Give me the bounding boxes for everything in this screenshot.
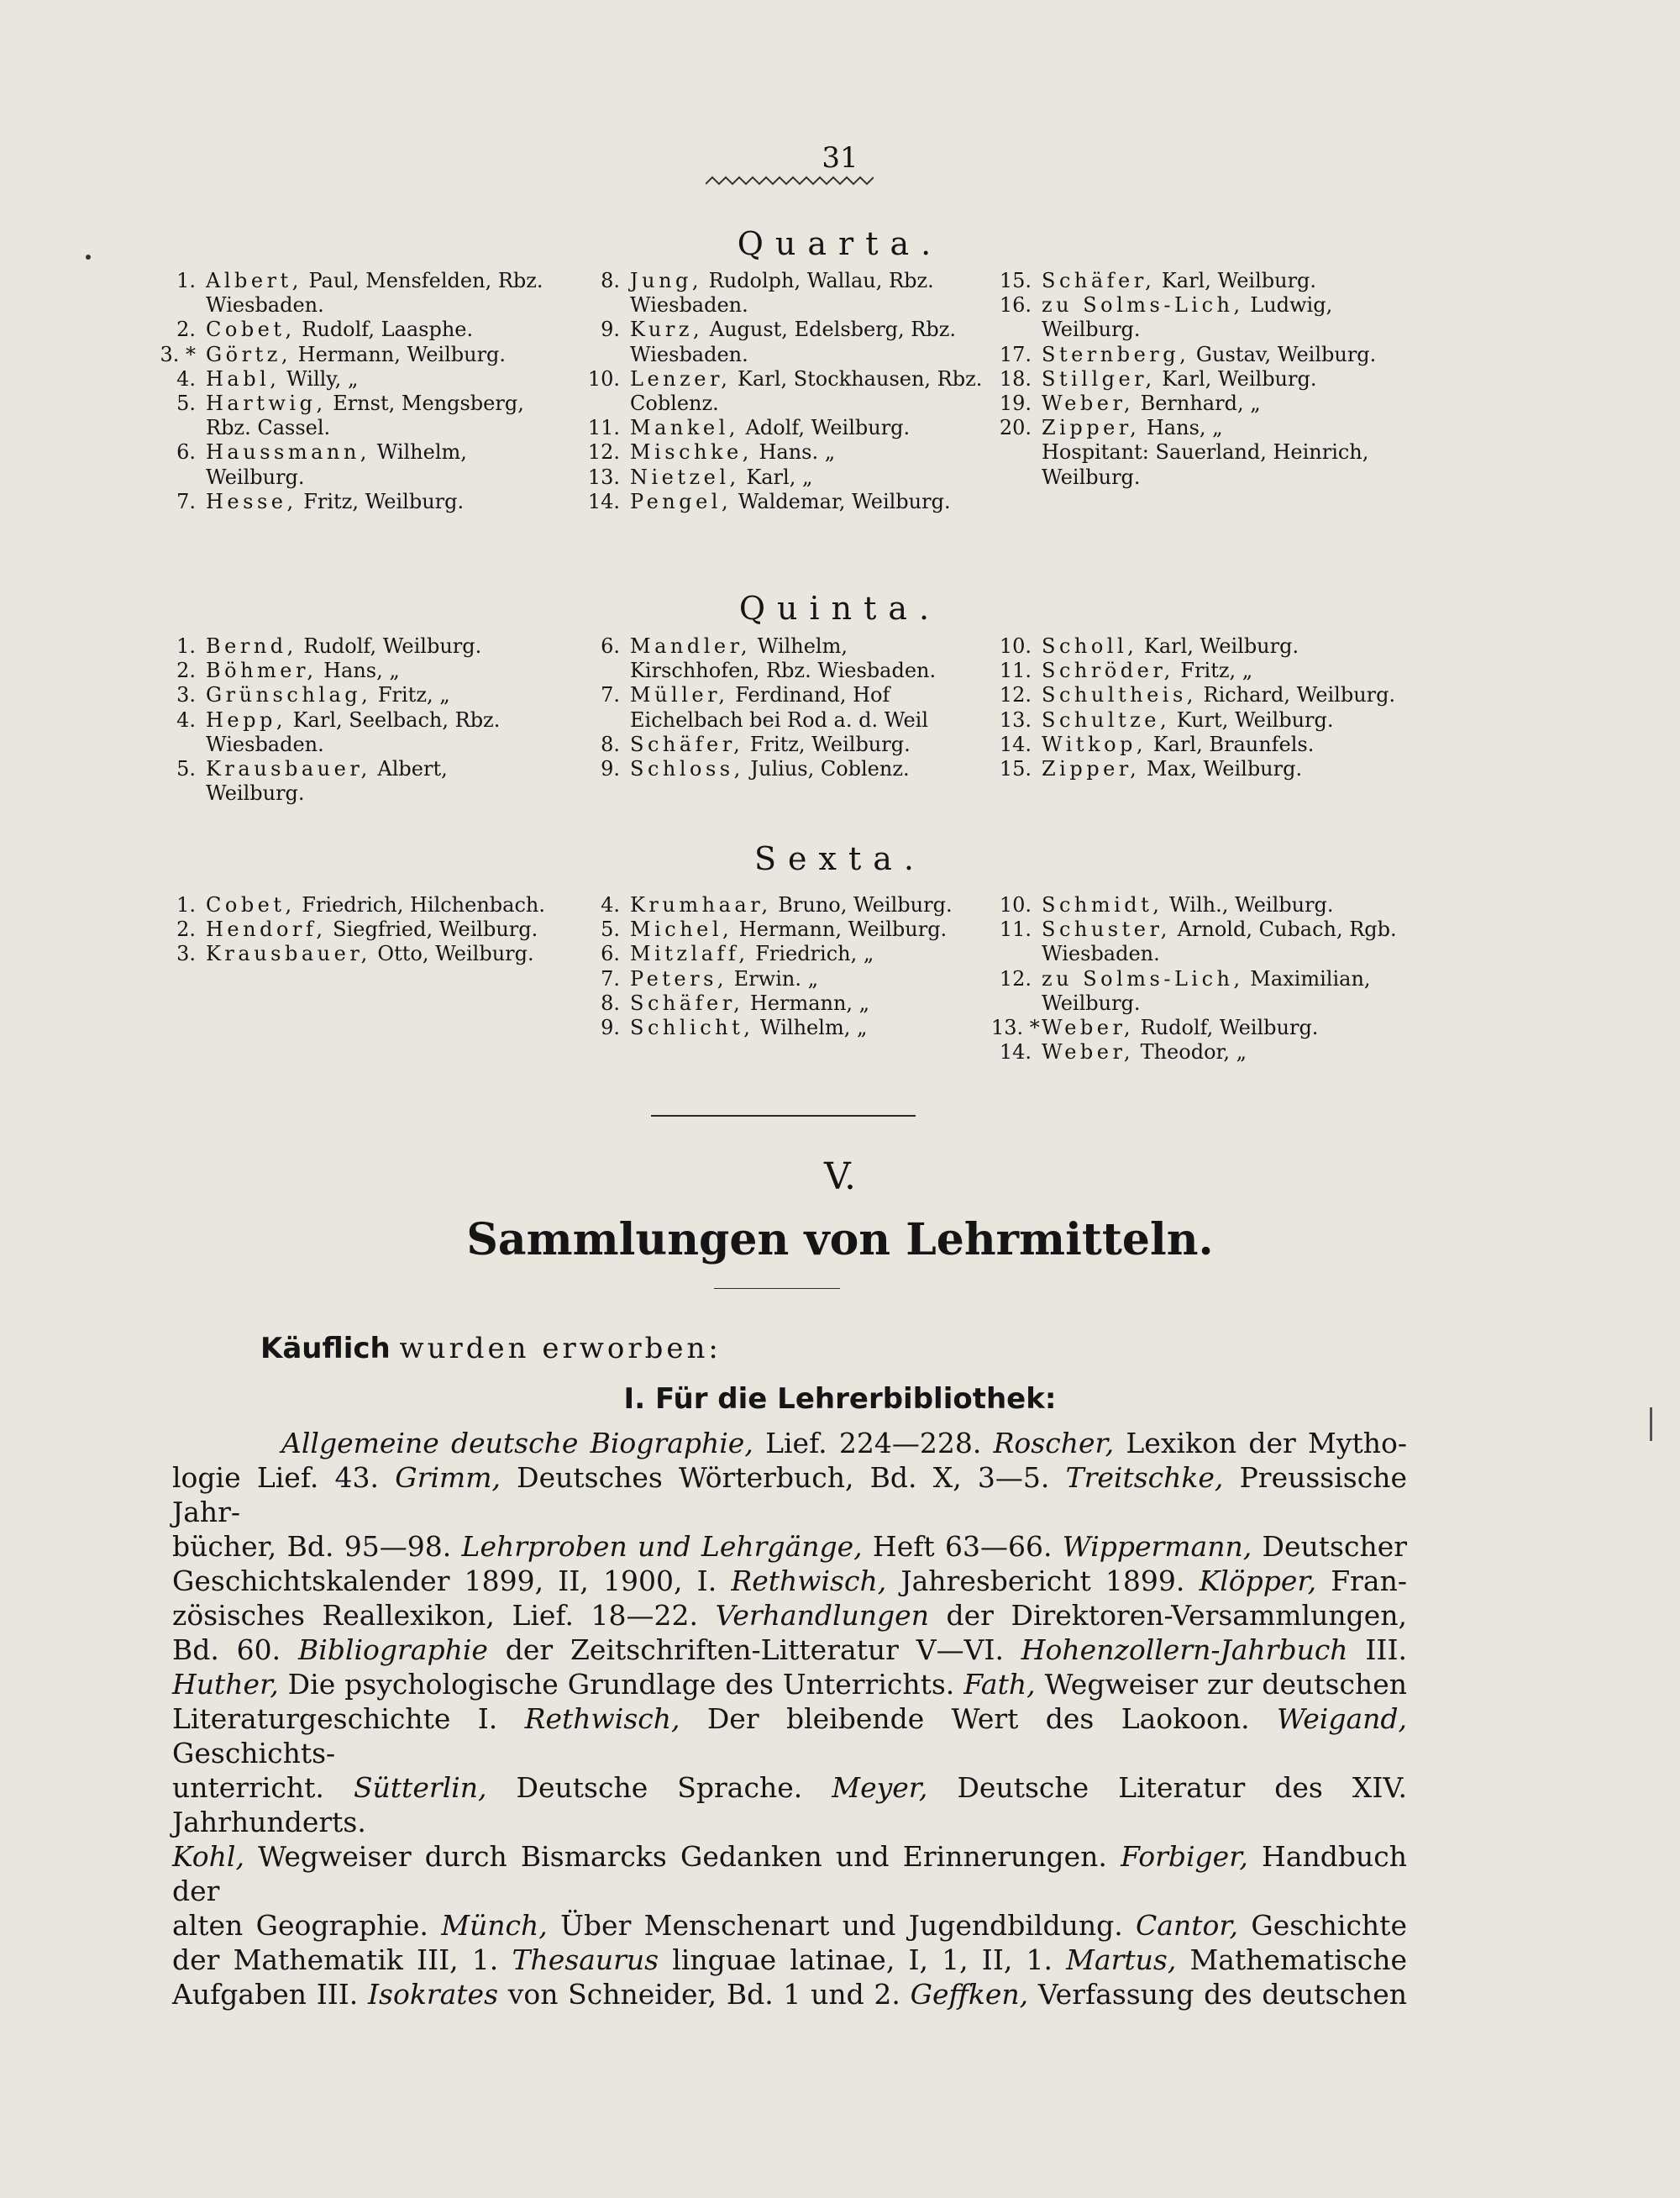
student-entry xyxy=(991,634,1411,659)
quarta-heading: Quarta. xyxy=(737,225,943,262)
student-entry xyxy=(991,708,1411,733)
entry-number: 15. xyxy=(999,757,1032,781)
student-surname: Schmidt, xyxy=(1042,893,1163,917)
student-surname: Hepp, xyxy=(206,707,286,732)
italic-title: Kohl, xyxy=(172,1840,244,1873)
student-details: Karl, Stockhausen, Rbz. Coblenz. xyxy=(630,366,983,416)
paragraph-line xyxy=(172,1564,1407,1598)
paragraph-line xyxy=(172,1977,1407,2011)
plain-text: unterricht. xyxy=(172,1771,354,1804)
plain-text: Mathematische xyxy=(1176,1943,1408,1976)
plain-text: bücher, Bd. 95—98. xyxy=(172,1530,462,1563)
student-details: Erwin. „ xyxy=(727,966,819,991)
italic-title: Isokrates xyxy=(368,1978,499,2011)
italic-title: Meyer, xyxy=(832,1771,928,1804)
student-details: August, Edelsberg, Rbz. Wiesbaden. xyxy=(630,318,957,366)
sexta-heading: Sexta. xyxy=(754,840,926,877)
student-details: Ferdinand, Hof Eichelbach bei Rod a. d. Weil xyxy=(630,683,929,732)
student-details: Hans. „ xyxy=(752,440,836,465)
plain-text: der Mathematik III, 1. xyxy=(172,1943,512,1976)
entry-number: 13. xyxy=(587,465,620,489)
entry-number: 14. xyxy=(999,1040,1032,1065)
student-entry xyxy=(991,440,1411,489)
entry-number: 15. xyxy=(999,269,1032,292)
student-entry xyxy=(991,967,1411,1016)
student-details: Otto, Weilburg. xyxy=(370,942,534,966)
student-details: Maximilian, Weilburg. xyxy=(1042,966,1371,1015)
italic-title: Grimm, xyxy=(395,1461,501,1494)
entry-number: 13. xyxy=(999,707,1032,732)
student-details: Paul, Mensfelden, Rbz. Wiesbaden. xyxy=(206,269,543,318)
student-details: Karl, Braunfels. xyxy=(1147,732,1315,756)
plain-text: Bd. 60. xyxy=(172,1633,298,1666)
student-entry xyxy=(580,318,983,366)
entry-number: 3. xyxy=(176,942,196,966)
paragraph-line xyxy=(172,1633,1407,1667)
student-entry xyxy=(991,733,1411,757)
student-surname: Albert, xyxy=(206,269,302,292)
student-surname: Lenzer, xyxy=(630,366,732,391)
entry-number: 3. xyxy=(176,683,196,707)
entry-number: 10. xyxy=(587,366,620,391)
student-entry xyxy=(991,343,1411,367)
entry-number: 18. xyxy=(999,366,1032,391)
student-details: Wilhelm, „ xyxy=(753,1016,868,1040)
entry-number: 19. xyxy=(999,392,1032,416)
plain-text: von Schneider, Bd. 1 und 2. xyxy=(498,1978,911,2011)
student-surname: Grünschlag, xyxy=(206,683,372,707)
entry-number: 17. xyxy=(999,342,1032,366)
student-entry xyxy=(991,893,1411,918)
student-details: Rudolph, Wallau, Rbz. Wiesbaden. xyxy=(630,269,934,318)
student-surname: Haussmann, xyxy=(206,440,370,465)
student-entry xyxy=(580,893,983,918)
student-details: Rudolf, Laasphe. xyxy=(295,318,474,342)
student-surname: Sternberg, xyxy=(1042,342,1190,366)
plain-text: Deutsches Wörterbuch, Bd. X, 3—5. xyxy=(500,1461,1066,1494)
student-details: Arnold, Cubach, Rgb. Wiesbaden. xyxy=(1042,918,1397,966)
entry-number: 5. xyxy=(176,757,196,781)
student-surname: Schuster, xyxy=(1042,918,1171,942)
student-entry xyxy=(580,683,983,732)
student-entry xyxy=(991,1040,1411,1065)
plain-text: Wegweiser durch Bismarcks Gedanken und Erinnerungen. xyxy=(244,1840,1121,1873)
student-details: Kurt, Weilburg. xyxy=(1170,707,1334,732)
plain-text: Jahresbericht 1899. xyxy=(886,1564,1200,1597)
entry-number: 9. xyxy=(601,1016,620,1040)
student-entry xyxy=(580,367,983,416)
plain-text: logie Lief. 43. xyxy=(172,1461,396,1494)
student-surname: zu Solms-Lich, xyxy=(1042,293,1244,318)
italic-title: Fath, xyxy=(963,1668,1036,1701)
entry-number: 6. xyxy=(601,942,620,966)
student-entry xyxy=(155,490,550,514)
student-surname: Jung, xyxy=(630,269,703,292)
plain-text: Lief. 224—228. xyxy=(753,1427,994,1459)
entry-number: 5. xyxy=(601,918,620,942)
student-surname: Görtz, xyxy=(206,342,292,366)
student-details: Wilh., Weilburg. xyxy=(1163,893,1334,917)
student-details: Karl, „ xyxy=(739,465,813,489)
entry-number: 14. xyxy=(999,732,1032,756)
italic-title: Hohenzollern-Jahrbuch xyxy=(1021,1633,1348,1666)
plain-text: Preussische Jahr- xyxy=(172,1461,1407,1528)
student-details: Albert, Weilburg. xyxy=(206,757,448,806)
student-entry xyxy=(155,659,550,683)
student-details: Hermann, Weilburg. xyxy=(291,342,507,366)
italic-title: Wippermann, xyxy=(1062,1530,1252,1563)
student-details: Hermann, Weilburg. xyxy=(732,918,948,942)
plain-text: Fran- xyxy=(1316,1564,1407,1597)
student-details: Hospitant: Sauerland, Heinrich, Weilburg. xyxy=(1042,440,1369,489)
student-entry xyxy=(991,1016,1411,1040)
plain-text: der Direktoren-Versammlungen, xyxy=(928,1599,1407,1632)
student-details: Wilhelm, Weilburg. xyxy=(206,440,467,489)
plain-text: Lexikon der Mytho- xyxy=(1114,1427,1408,1459)
italic-title: Münch, xyxy=(441,1909,548,1942)
student-details: Julius, Coblenz. xyxy=(743,757,910,781)
student-surname: Peters, xyxy=(630,966,728,991)
quarta-column-3 xyxy=(991,269,1411,490)
section-divider xyxy=(651,1115,916,1117)
student-surname: Mankel, xyxy=(630,416,739,440)
student-surname: Krumhaar, xyxy=(630,893,772,917)
student-entry xyxy=(155,392,550,440)
student-details: Karl, Seelbach, Rbz. Wiesbaden. xyxy=(206,707,501,756)
entry-number: 8. xyxy=(601,269,620,292)
student-details: Gustav, Weilburg. xyxy=(1189,342,1377,366)
student-surname: Krausbauer, xyxy=(206,942,371,966)
student-entry xyxy=(155,318,550,342)
entry-number: 6. xyxy=(601,634,620,658)
entry-number: 12. xyxy=(999,966,1032,991)
student-entry xyxy=(155,757,550,806)
student-entry xyxy=(155,367,550,392)
student-entry xyxy=(155,918,550,942)
entry-number: 4. xyxy=(601,893,620,917)
entry-number: 10. xyxy=(999,893,1032,917)
student-surname: Schäfer, xyxy=(630,732,744,756)
italic-title: Sütterlin, xyxy=(353,1771,487,1804)
student-entry xyxy=(155,440,550,489)
student-surname: Zipper, xyxy=(1042,416,1141,440)
italic-title: Weigand, xyxy=(1277,1702,1407,1735)
student-surname: Habl, xyxy=(206,366,281,391)
student-entry xyxy=(580,942,983,966)
plain-text: Wegweiser zur deutschen xyxy=(1035,1668,1407,1701)
entry-number: 1. xyxy=(176,269,196,292)
student-surname: Mitzlaff, xyxy=(630,942,749,966)
entry-number: 16. xyxy=(999,293,1032,318)
student-surname: Krausbauer, xyxy=(206,757,371,781)
entry-number: 1. xyxy=(176,893,196,917)
italic-title: Rethwisch, xyxy=(731,1564,887,1597)
entry-number: 7. xyxy=(601,966,620,991)
student-details: Ernst, Mengsberg, Rbz. Cassel. xyxy=(206,392,524,440)
plain-text: Verfassung des deutschen xyxy=(1028,1978,1407,2011)
student-surname: Mandler, xyxy=(630,634,752,658)
paragraph-line xyxy=(172,1529,1407,1564)
student-entry xyxy=(580,757,983,781)
entry-number: 20. xyxy=(999,416,1032,440)
student-entry xyxy=(991,683,1411,707)
entry-number: 2. xyxy=(176,659,196,683)
subsection-heading: I. Für die Lehrerbibliothek: xyxy=(623,1382,1057,1416)
student-details: Rudolf, Weilburg. xyxy=(1133,1016,1319,1040)
student-surname: Michel, xyxy=(630,918,733,942)
entry-number: 4. xyxy=(176,707,196,732)
student-details: Hermann, „ xyxy=(743,991,870,1015)
entry-number: 7. xyxy=(601,683,620,707)
student-surname: Cobet, xyxy=(206,893,296,917)
student-entry xyxy=(991,269,1411,293)
student-entry xyxy=(580,440,983,465)
student-details: Karl, Weilburg. xyxy=(1137,634,1299,658)
paragraph-line xyxy=(172,1770,1407,1839)
student-entry xyxy=(155,942,550,966)
paragraph-line xyxy=(172,1701,1407,1770)
entry-number: 8. xyxy=(601,732,620,756)
entry-number: 14. xyxy=(587,489,620,513)
student-entry xyxy=(580,967,983,991)
paragraph-line xyxy=(172,1426,1407,1460)
italic-title: Klöpper, xyxy=(1199,1564,1317,1597)
student-entry xyxy=(580,465,983,490)
quinta-column-3 xyxy=(991,634,1411,781)
student-entry xyxy=(991,659,1411,683)
plain-text: Literaturgeschichte I. xyxy=(172,1702,525,1735)
student-surname: Müller, xyxy=(630,683,729,707)
student-surname: Hendorf, xyxy=(206,918,327,942)
plain-text: Deutsche Sprache. xyxy=(486,1771,832,1804)
student-surname: Hesse, xyxy=(206,489,297,513)
student-details: Fritz, „ xyxy=(371,683,450,707)
student-entry xyxy=(991,918,1411,966)
student-surname: Scholl, xyxy=(1042,634,1138,658)
paragraph-line xyxy=(172,1839,1407,1908)
italic-title: Huther, xyxy=(172,1668,279,1701)
student-details: Wilhelm, Kirschhofen, Rbz. Wiesbaden. xyxy=(630,634,937,683)
student-entry xyxy=(991,416,1411,440)
intro-line xyxy=(260,1332,722,1365)
italic-title: Lehrproben und Lehrgänge, xyxy=(461,1530,863,1563)
student-entry xyxy=(155,893,550,918)
student-surname: Zipper, xyxy=(1042,757,1141,781)
entry-number: 12. xyxy=(587,440,620,465)
student-details: Fritz, Weilburg. xyxy=(297,489,465,513)
student-details: Fritz, „ xyxy=(1173,659,1253,683)
student-surname: Schloss, xyxy=(630,757,744,781)
student-entry xyxy=(155,683,550,707)
entry-number: 5. xyxy=(176,392,196,416)
plain-text: Deutscher xyxy=(1252,1530,1408,1563)
plain-text: Der bleibende Wert des Laokoon. xyxy=(680,1702,1278,1735)
student-surname: Bernd, xyxy=(206,634,297,658)
student-details: Waldemar, Weilburg. xyxy=(732,489,951,513)
student-entry xyxy=(991,392,1411,416)
quarta-column-2 xyxy=(580,269,983,514)
student-surname: Schäfer, xyxy=(630,991,744,1015)
student-surname: Schröder, xyxy=(1042,659,1174,683)
student-entry xyxy=(155,269,550,318)
student-surname: zu Solms-Lich, xyxy=(1042,966,1244,991)
student-details: Max, Weilburg. xyxy=(1140,757,1303,781)
entry-number: 9. xyxy=(601,757,620,781)
italic-title: Allgemeine deutsche Biographie, xyxy=(281,1427,753,1459)
student-entry xyxy=(580,269,983,318)
student-entry xyxy=(580,1016,983,1040)
student-details: Bernhard, „ xyxy=(1133,392,1261,416)
student-details: Richard, Weilburg. xyxy=(1196,683,1396,707)
italic-title: Cantor, xyxy=(1136,1909,1238,1942)
student-details: Fritz, Weilburg. xyxy=(743,732,911,756)
plain-text: III. xyxy=(1347,1633,1407,1666)
sexta-column-2 xyxy=(580,893,983,1040)
italic-title: Forbiger, xyxy=(1121,1840,1248,1873)
title-divider xyxy=(714,1288,840,1289)
student-entry xyxy=(155,634,550,659)
student-surname: Böhmer, xyxy=(206,659,318,683)
entry-number: 9. xyxy=(601,318,620,342)
student-entry xyxy=(580,733,983,757)
intro-bold: Käuflich xyxy=(260,1332,391,1365)
student-details: Ludwig, Weilburg. xyxy=(1042,293,1333,342)
paragraph-line xyxy=(172,1598,1407,1633)
entry-number: 1. xyxy=(176,634,196,658)
student-entry xyxy=(580,634,983,683)
student-entry xyxy=(991,293,1411,342)
paragraph-line xyxy=(172,1943,1407,1977)
plain-text: Aufgaben III. xyxy=(172,1978,368,2011)
plain-text: Handbuch der xyxy=(172,1840,1407,1907)
quarta-column-1 xyxy=(155,269,550,514)
italic-title: Rethwisch, xyxy=(524,1702,680,1735)
acquisitions-paragraph xyxy=(172,1426,1407,2011)
paragraph-line xyxy=(172,1908,1407,1943)
student-surname: Pengel, xyxy=(630,489,732,513)
entry-number: 13. * xyxy=(991,1016,1040,1040)
student-surname: Schultheis, xyxy=(1042,683,1197,707)
paragraph-line xyxy=(172,1667,1407,1701)
student-surname: Stillger, xyxy=(1042,366,1156,391)
student-details: Friedrich, Hilchenbach. xyxy=(295,893,545,917)
plain-text: Deutsche Literatur des XIV. Jahrhunderts. xyxy=(172,1771,1407,1838)
plain-text: Heft 63—66. xyxy=(862,1530,1063,1563)
student-entry xyxy=(580,991,983,1016)
student-surname: Schäfer, xyxy=(1042,269,1156,292)
student-surname: Kurz, xyxy=(630,318,704,342)
plain-text: Geschichtskalender 1899, II, 1900, I. xyxy=(172,1564,732,1597)
student-details: Theodor, „ xyxy=(1133,1040,1247,1065)
plain-text: alten Geographie. xyxy=(172,1909,442,1942)
italic-title: Treitschke, xyxy=(1065,1461,1224,1494)
student-entry xyxy=(580,416,983,440)
quinta-column-1 xyxy=(155,634,550,806)
entry-number: 2. xyxy=(176,318,196,342)
entry-number: 8. xyxy=(601,991,620,1015)
student-surname: Cobet, xyxy=(206,318,296,342)
quinta-column-2 xyxy=(580,634,983,781)
plain-text: Geschichts- xyxy=(172,1737,336,1769)
student-entry xyxy=(155,343,550,367)
student-details: Siegfried, Weilburg. xyxy=(326,918,538,942)
student-surname: Weber, xyxy=(1042,392,1134,416)
sexta-column-1 xyxy=(155,893,550,967)
student-details: Friedrich, „ xyxy=(748,942,874,966)
italic-title: Roscher, xyxy=(993,1427,1115,1459)
student-entry xyxy=(580,490,983,514)
student-details: Hans, „ xyxy=(317,659,400,683)
entry-number: 11. xyxy=(999,918,1032,942)
plain-text: Über Menschenart und Jugendbildung. xyxy=(547,1909,1137,1942)
student-details: Karl, Weilburg. xyxy=(1155,366,1317,391)
student-details: Rudolf, Weilburg. xyxy=(297,634,482,658)
chapter-number: V. xyxy=(823,1155,857,1198)
entry-number: 11. xyxy=(999,659,1032,683)
student-details: Hans, „ xyxy=(1140,416,1223,440)
student-surname: Hartwig, xyxy=(206,392,327,416)
plain-text: der Zeitschriften-Litteratur V—VI. xyxy=(487,1633,1021,1666)
italic-title: Thesaurus xyxy=(512,1943,659,1976)
plain-text: Geschichte xyxy=(1238,1909,1407,1942)
plain-text: Die psychologische Grundlage des Unterrichts. xyxy=(278,1668,964,1701)
chapter-title: Sammlungen von Lehrmitteln. xyxy=(466,1214,1214,1265)
italic-title: Bibliographie xyxy=(297,1633,488,1666)
entry-number: 11. xyxy=(587,416,620,440)
student-surname: Nietzel, xyxy=(630,465,740,489)
student-surname: Schultze, xyxy=(1042,707,1171,732)
italic-title: Verhandlungen xyxy=(715,1599,929,1632)
student-entry xyxy=(991,367,1411,392)
student-surname: Weber, xyxy=(1042,1016,1134,1040)
entry-number: 6. xyxy=(176,440,196,465)
student-details: Karl, Weilburg. xyxy=(1155,269,1317,292)
student-entry xyxy=(991,757,1411,781)
student-details: Adolf, Weilburg. xyxy=(738,416,911,440)
entry-number: 3. * xyxy=(160,342,196,366)
student-entry xyxy=(580,918,983,942)
student-entry xyxy=(155,708,550,757)
italic-title: Martus, xyxy=(1066,1943,1177,1976)
entry-number: 7. xyxy=(176,489,196,513)
entry-number: 10. xyxy=(999,634,1032,658)
plain-text: zösisches Reallexikon, Lief. 18—22. xyxy=(172,1599,716,1632)
entry-number: 12. xyxy=(999,683,1032,707)
paragraph-line xyxy=(172,1460,1407,1529)
student-surname: Mischke, xyxy=(630,440,753,465)
student-details: Bruno, Weilburg. xyxy=(771,893,953,917)
entry-number: 2. xyxy=(176,918,196,942)
page-number: 31 xyxy=(822,141,858,175)
intro-rest: wurden erworben: xyxy=(399,1332,722,1365)
student-surname: Schlicht, xyxy=(630,1016,754,1040)
sexta-column-3 xyxy=(991,893,1411,1065)
page-number-ornament xyxy=(706,174,874,186)
student-surname: Weber, xyxy=(1042,1040,1134,1065)
italic-title: Geffken, xyxy=(910,1978,1029,2011)
quinta-heading: Quinta. xyxy=(738,590,942,627)
student-details: Willy, „ xyxy=(280,366,359,391)
student-surname: Witkop, xyxy=(1042,732,1147,756)
plain-text: linguae latinae, I, 1, II, 1. xyxy=(659,1943,1067,1976)
entry-number: 4. xyxy=(176,366,196,391)
